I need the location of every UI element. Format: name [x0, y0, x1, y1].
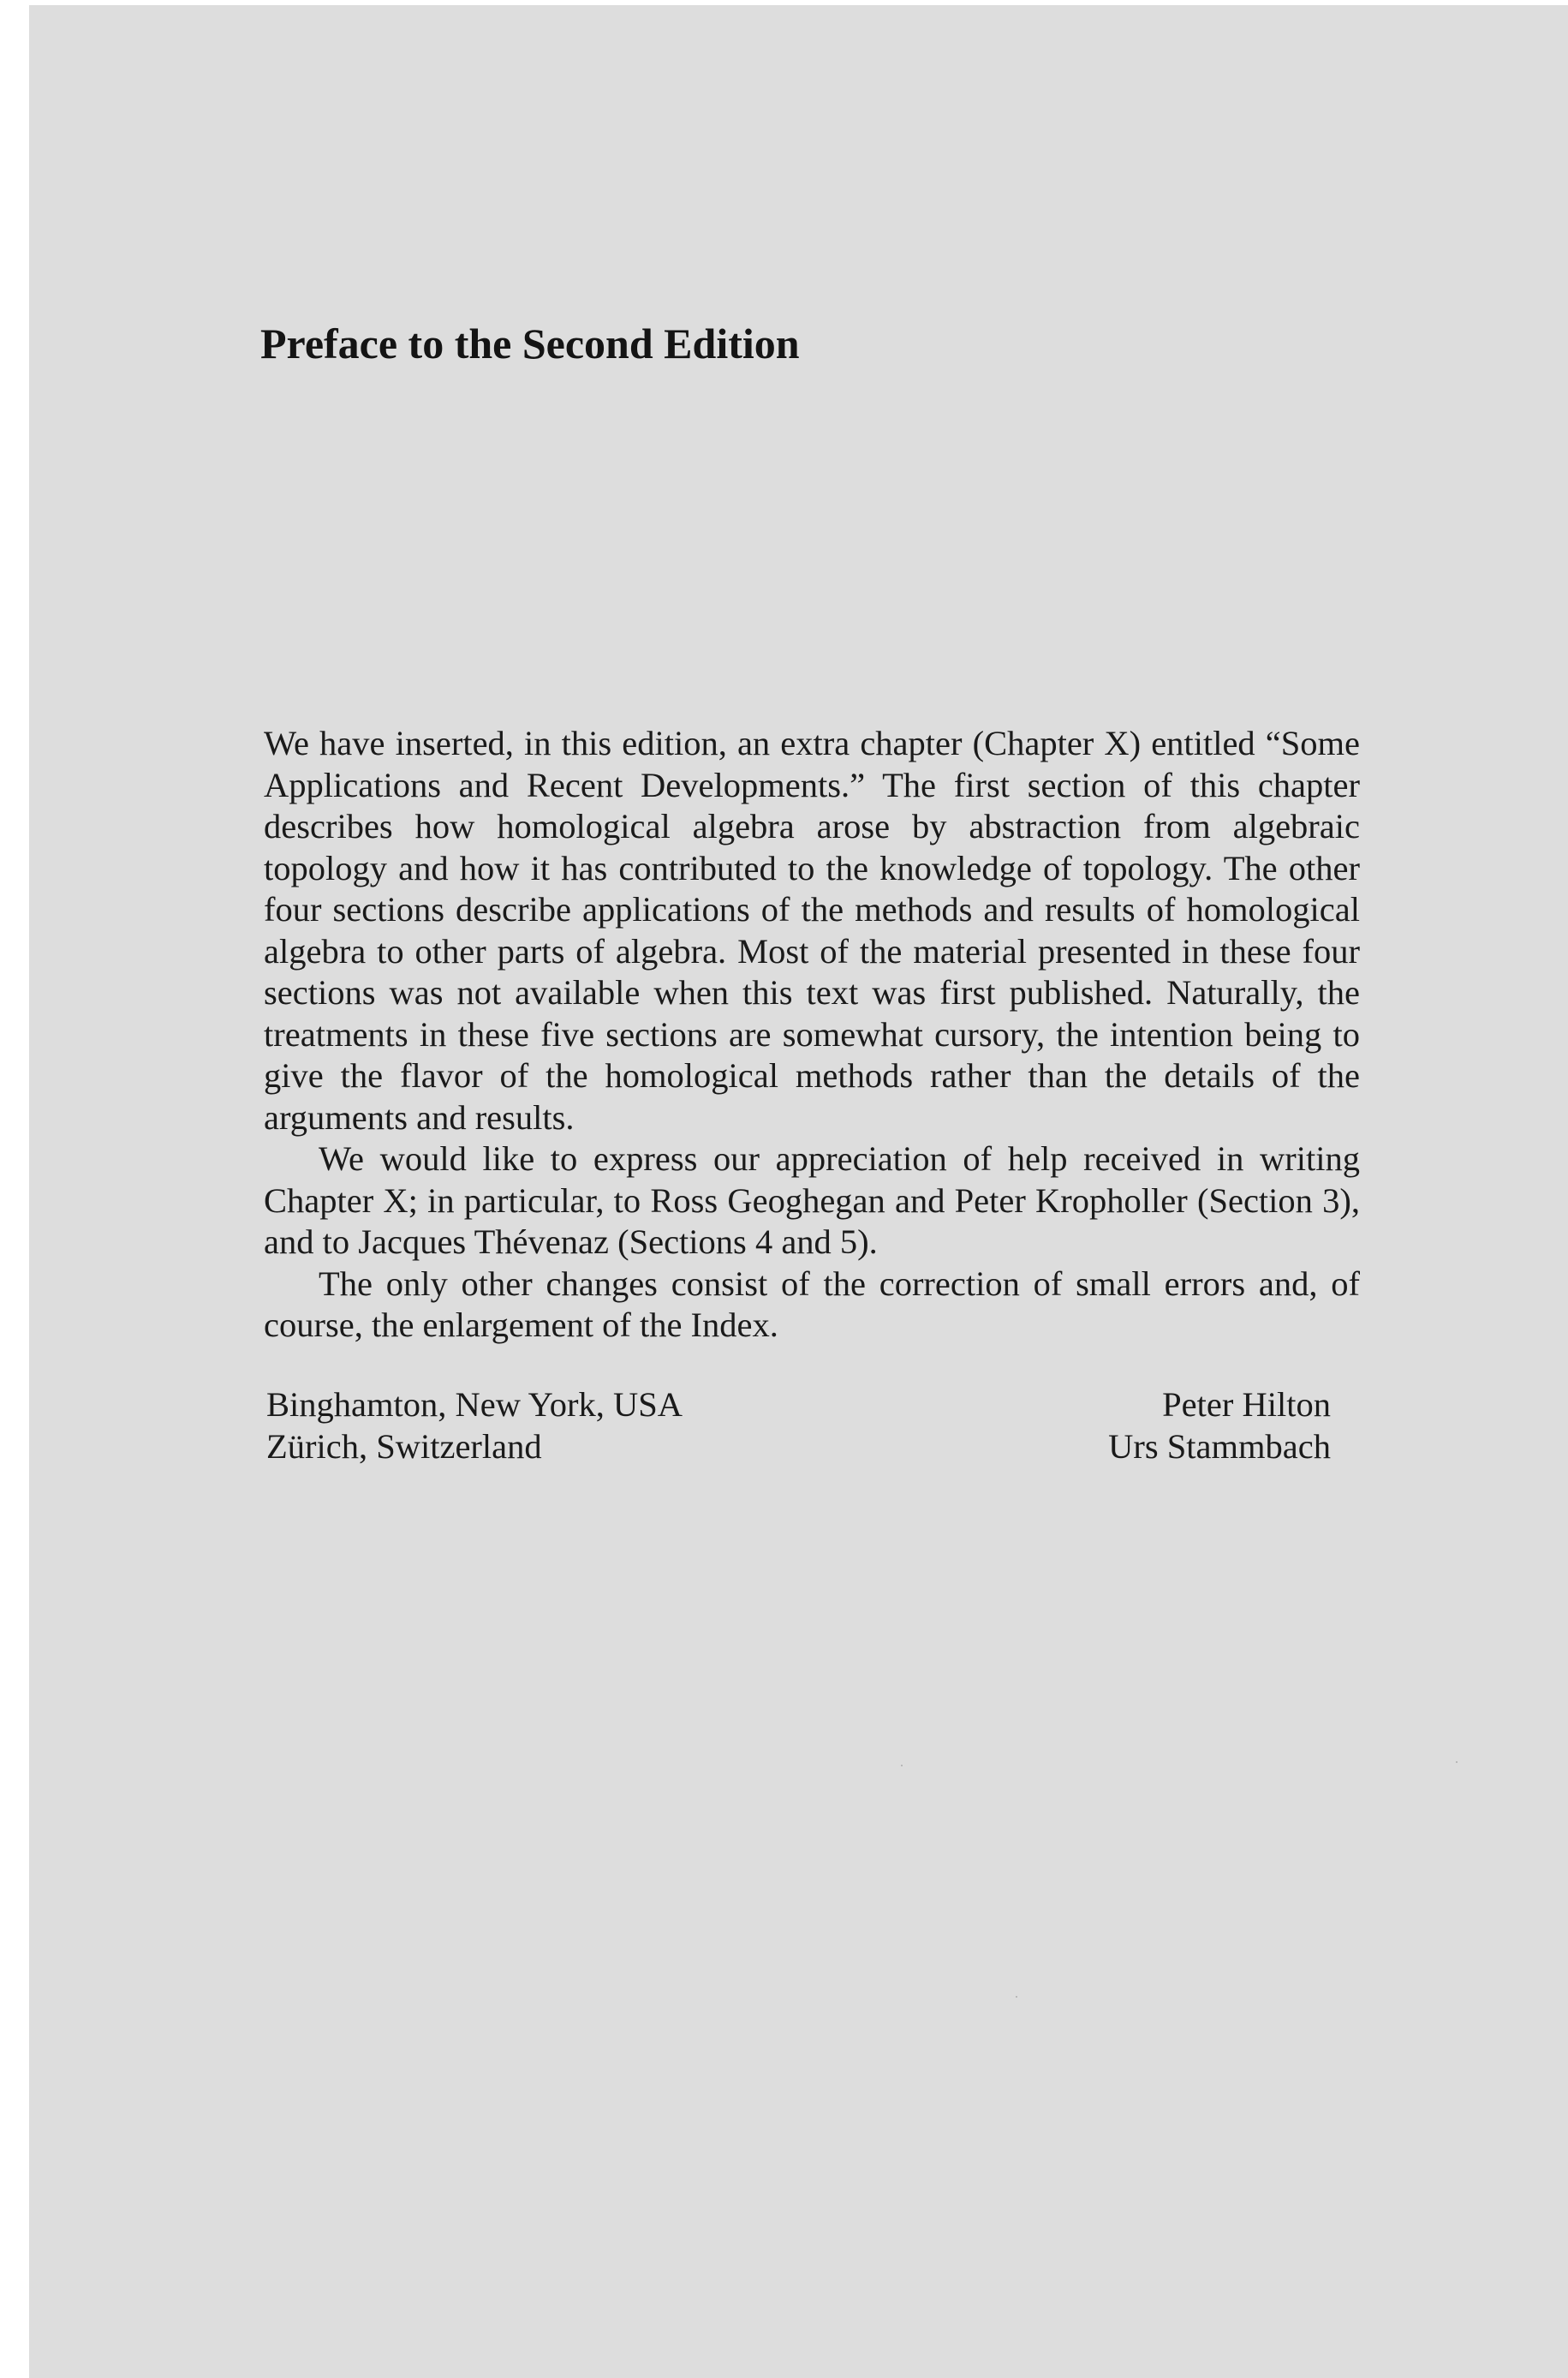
- scan-speck: [1456, 1761, 1458, 1763]
- author-hilton: Peter Hilton: [1162, 1385, 1331, 1424]
- author-stammbach: Urs Stammbach: [1108, 1426, 1331, 1466]
- signature-authors: [1108, 1384, 1331, 1467]
- place-zurich: Zürich, Switzerland: [266, 1426, 542, 1466]
- page: [29, 5, 1568, 2378]
- preface-body: [264, 723, 1360, 1347]
- scan-speck: [1016, 1996, 1017, 1998]
- page-title: Preface to the Second Edition: [260, 320, 800, 367]
- paragraph-2: We would like to express our appreciation of help received in writing Chapter X; in particular, to Ross Geoghegan and Peter Kropholler (Section 3), and to Jacques Thévenaz (Sections 4 and 5).: [264, 1139, 1360, 1261]
- place-binghamton: Binghamton, New York, USA: [266, 1385, 683, 1424]
- signature-places: [266, 1384, 683, 1467]
- paragraph-1: We have inserted, in this edition, an extra chapter (Chapter X) entitled “Some Applications and Recent Developments.” The first section of this chapter describes how homological algebra arose by abstraction from algebraic topology and how it has contributed to the knowledge of topology. The other four sections describe applications of the methods and results of homological algebra to other parts of algebra. Most of the material presented in these four sections was not available when this text was first published. Naturally, the treatments in these five sections are somewhat cursory, the intention being to give the flavor of the homological methods rather than the details of the arguments and results.: [264, 724, 1360, 1137]
- scan-speck: [901, 1765, 903, 1766]
- paragraph-3: The only other changes consist of the correction of small errors and, of course, the enlargement of the Index.: [264, 1264, 1360, 1344]
